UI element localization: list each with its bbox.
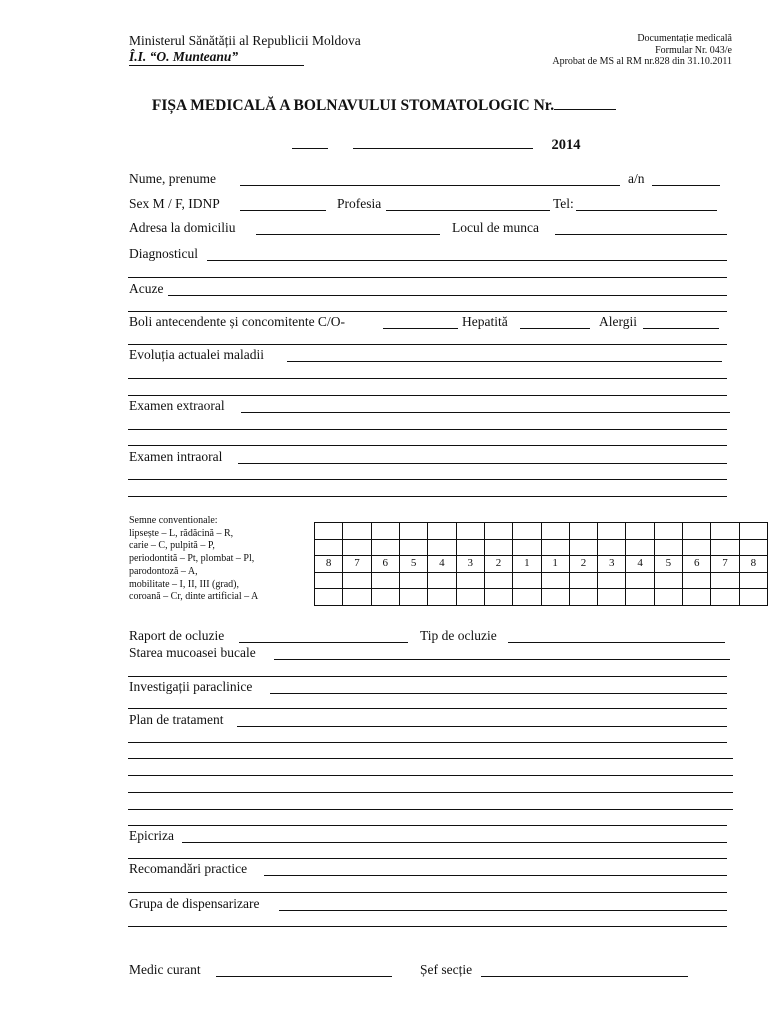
tooth-cell[interactable] — [626, 589, 654, 606]
tooth-number: 4 — [626, 556, 654, 573]
dental-chart — [314, 522, 768, 606]
treatment-plan-line-4[interactable] — [128, 775, 733, 776]
tooth-cell[interactable] — [654, 572, 682, 589]
mucosa-field[interactable] — [274, 659, 730, 660]
tooth-cell[interactable] — [541, 589, 569, 606]
tooth-cell[interactable] — [683, 539, 711, 556]
conventional-signs-legend — [129, 515, 258, 604]
treatment-plan-field[interactable] — [237, 726, 727, 727]
tooth-number: 6 — [683, 556, 711, 573]
tooth-cell[interactable] — [739, 572, 767, 589]
tooth-cell[interactable] — [626, 523, 654, 540]
header-left — [129, 33, 361, 66]
tooth-cell[interactable] — [456, 523, 484, 540]
tooth-cell[interactable] — [343, 523, 371, 540]
allergies-label: Alergii — [599, 314, 637, 329]
tooth-number: 5 — [399, 556, 427, 573]
legend-line: parodontoză – A, — [129, 565, 198, 577]
tooth-cell[interactable] — [484, 539, 512, 556]
treatment-plan-line-7[interactable] — [128, 825, 727, 826]
tooth-number: 5 — [654, 556, 682, 573]
epicrisis-label: Epicriza — [129, 828, 174, 843]
head-signature-field[interactable] — [481, 976, 688, 977]
workplace-field[interactable] — [555, 234, 727, 235]
evolution-field[interactable] — [287, 361, 722, 362]
address-label: Adresa la domiciliu — [129, 220, 236, 235]
tooth-cell[interactable] — [484, 589, 512, 606]
epicrisis-field[interactable] — [182, 842, 727, 843]
occlusion-report-field[interactable] — [239, 642, 408, 643]
tooth-cell[interactable] — [428, 572, 456, 589]
tooth-cell[interactable] — [513, 539, 541, 556]
tooth-cell[interactable] — [598, 523, 626, 540]
tooth-cell[interactable] — [371, 572, 399, 589]
approval-note: Aprobat de MS al RM nr.828 din 31.10.2011 — [552, 56, 732, 67]
dispensary-group-label: Grupa de dispensarizare — [129, 896, 260, 911]
tooth-cell[interactable] — [399, 523, 427, 540]
tooth-number: 1 — [541, 556, 569, 573]
diagnosis-label: Diagnosticul — [129, 246, 198, 261]
doc-type: Documentație medicală — [637, 33, 732, 44]
tooth-cell[interactable] — [541, 523, 569, 540]
legend-line: coroană – Cr, dinte artificial – A — [129, 591, 259, 603]
doctor-signature-field[interactable] — [216, 976, 392, 977]
tooth-number: 7 — [711, 556, 739, 573]
extraoral-label: Examen extraoral — [129, 398, 225, 413]
tooth-cell[interactable] — [739, 589, 767, 606]
header-right — [552, 33, 732, 68]
tooth-number: 3 — [456, 556, 484, 573]
tooth-cell[interactable] — [541, 539, 569, 556]
tooth-cell[interactable] — [711, 589, 739, 606]
tooth-cell[interactable] — [315, 539, 343, 556]
legend-line: periodontită – Pt, plombat – Pl, — [129, 553, 255, 565]
tooth-cell[interactable] — [399, 539, 427, 556]
co-field[interactable] — [383, 328, 458, 329]
tooth-cell[interactable] — [541, 572, 569, 589]
tooth-cell[interactable] — [371, 523, 399, 540]
dispensary-group-line-2[interactable] — [128, 926, 727, 927]
tooth-cell[interactable] — [654, 523, 682, 540]
recommendations-field[interactable] — [264, 875, 727, 876]
tooth-cell[interactable] — [371, 539, 399, 556]
occlusion-type-label: Tip de ocluzie — [420, 628, 497, 643]
tooth-cell[interactable] — [371, 589, 399, 606]
tooth-cell[interactable] — [569, 589, 597, 606]
tooth-cell[interactable] — [569, 539, 597, 556]
tooth-cell[interactable] — [739, 539, 767, 556]
tooth-cell[interactable] — [569, 572, 597, 589]
tooth-cell[interactable] — [513, 523, 541, 540]
recommendations-label: Recomandări practice — [129, 861, 248, 876]
tooth-cell[interactable] — [739, 523, 767, 540]
allergies-field[interactable] — [643, 328, 719, 329]
investigations-line-2[interactable] — [128, 708, 727, 709]
hepatitis-field[interactable] — [520, 328, 590, 329]
tooth-cell[interactable] — [626, 539, 654, 556]
tooth-cell[interactable] — [683, 523, 711, 540]
tooth-number: 4 — [428, 556, 456, 573]
dental-chart-row-lower-1 — [315, 572, 768, 589]
treatment-plan-line-6[interactable] — [128, 809, 733, 810]
intraoral-label: Examen intraoral — [129, 449, 223, 464]
birth-year-label: a/n — [628, 171, 645, 186]
occlusion-type-field[interactable] — [508, 642, 725, 643]
address-field[interactable] — [256, 234, 440, 235]
title-text: FIȘA MEDICALĂ A BOLNAVULUI STOMATOLOGIC Nr. — [151, 97, 555, 114]
tooth-cell[interactable] — [343, 539, 371, 556]
tooth-cell[interactable] — [315, 589, 343, 606]
extraoral-line-3[interactable] — [128, 445, 727, 446]
tooth-cell[interactable] — [399, 572, 427, 589]
evolution-label: Evoluția actualei maladii — [129, 347, 264, 362]
tooth-cell[interactable] — [315, 572, 343, 589]
phone-label: Tel: — [553, 196, 574, 211]
investigations-label: Investigații paraclinice — [129, 679, 253, 694]
treatment-plan-line-3[interactable] — [128, 758, 733, 759]
ministry-name: Ministerul Sănătății al Republicii Moldova — [129, 33, 361, 48]
tooth-cell[interactable] — [598, 539, 626, 556]
page-title — [0, 97, 768, 115]
complaints-field[interactable] — [168, 295, 727, 296]
complaints-label: Acuze — [129, 281, 164, 296]
tooth-cell[interactable] — [654, 539, 682, 556]
sex-idnp-label: Sex M / F, IDNP — [129, 196, 220, 211]
treatment-plan-line-5[interactable] — [128, 792, 733, 793]
diseases-line-2[interactable] — [128, 344, 727, 345]
tooth-cell[interactable] — [711, 523, 739, 540]
form-number: Formular Nr. 043/e — [655, 44, 732, 56]
tooth-cell[interactable] — [399, 589, 427, 606]
legend-line: mobilitate – I, II, III (grad), — [129, 578, 239, 590]
tooth-cell[interactable] — [428, 589, 456, 606]
complaints-line-2[interactable] — [128, 311, 727, 312]
tooth-cell[interactable] — [428, 523, 456, 540]
hepatitis-label: Hepatită — [462, 314, 508, 329]
institution-name: Î.I. “O. Munteanu” — [129, 49, 239, 64]
name-label: Nume, prenume — [129, 171, 216, 186]
occlusion-report-label: Raport de ocluzie — [129, 628, 225, 643]
tooth-cell[interactable] — [654, 589, 682, 606]
tooth-cell[interactable] — [569, 523, 597, 540]
tooth-cell[interactable] — [683, 589, 711, 606]
dental-chart-row-lower-2 — [315, 589, 768, 606]
intraoral-field[interactable] — [238, 463, 727, 464]
treatment-plan-line-2[interactable] — [128, 742, 727, 743]
dispensary-group-field[interactable] — [279, 910, 727, 911]
tooth-number: 8 — [739, 556, 767, 573]
tooth-number: 2 — [569, 556, 597, 573]
diseases-label: Boli antecendente și concomitente C/O- — [129, 314, 345, 329]
tooth-cell[interactable] — [626, 572, 654, 589]
intraoral-line-3[interactable] — [128, 496, 727, 497]
epicrisis-line-2[interactable] — [128, 858, 727, 859]
workplace-label: Locul de munca — [452, 220, 539, 235]
tooth-cell[interactable] — [456, 539, 484, 556]
birth-year-field[interactable] — [652, 185, 720, 186]
tooth-number-row — [315, 556, 768, 573]
tooth-cell[interactable] — [456, 589, 484, 606]
mucosa-label: Starea mucoasei bucale — [129, 645, 256, 660]
treatment-plan-label: Plan de tratament — [129, 712, 224, 727]
tooth-cell[interactable] — [598, 572, 626, 589]
legend-line: lipsește – L, rădăcină – R, — [129, 527, 234, 539]
diagnosis-field[interactable] — [207, 260, 727, 261]
evolution-line-2[interactable] — [128, 378, 727, 379]
tooth-number: 8 — [315, 556, 343, 573]
recommendations-line-2[interactable] — [128, 892, 727, 893]
tooth-cell[interactable] — [711, 572, 739, 589]
tooth-cell[interactable] — [428, 539, 456, 556]
tooth-cell[interactable] — [484, 523, 512, 540]
diagnosis-line-2[interactable] — [128, 277, 727, 278]
evolution-line-3[interactable] — [128, 395, 727, 396]
tooth-cell[interactable] — [711, 539, 739, 556]
tooth-number: 6 — [371, 556, 399, 573]
extraoral-field[interactable] — [241, 412, 730, 413]
phone-field[interactable] — [576, 210, 717, 211]
legend-line: carie – C, pulpită – P, — [129, 540, 215, 552]
tooth-cell[interactable] — [513, 589, 541, 606]
tooth-cell[interactable] — [456, 572, 484, 589]
profession-label: Profesia — [337, 196, 382, 211]
dental-chart-row-upper-2 — [315, 539, 768, 556]
tooth-cell[interactable] — [343, 572, 371, 589]
tooth-cell[interactable] — [484, 572, 512, 589]
tooth-number: 3 — [598, 556, 626, 573]
tooth-cell[interactable] — [315, 523, 343, 540]
name-field[interactable] — [240, 185, 620, 186]
dental-chart-row-upper-1 — [315, 523, 768, 540]
mucosa-line-2[interactable] — [128, 676, 727, 677]
tooth-number: 2 — [484, 556, 512, 573]
tooth-number: 7 — [343, 556, 371, 573]
profession-field[interactable] — [386, 210, 550, 211]
head-label: Șef secție — [420, 962, 473, 977]
investigations-field[interactable] — [270, 693, 727, 694]
tooth-cell[interactable] — [598, 589, 626, 606]
doctor-label: Medic curant — [129, 962, 201, 977]
tooth-number: 1 — [513, 556, 541, 573]
extraoral-line-2[interactable] — [128, 429, 727, 430]
idnp-field[interactable] — [240, 210, 326, 211]
date-line — [292, 136, 581, 154]
intraoral-line-2[interactable] — [128, 479, 727, 480]
tooth-cell[interactable] — [513, 572, 541, 589]
tooth-cell[interactable] — [683, 572, 711, 589]
tooth-cell[interactable] — [343, 589, 371, 606]
year: 2014 — [551, 137, 581, 153]
legend-title: Semne conventionale: — [129, 515, 218, 526]
